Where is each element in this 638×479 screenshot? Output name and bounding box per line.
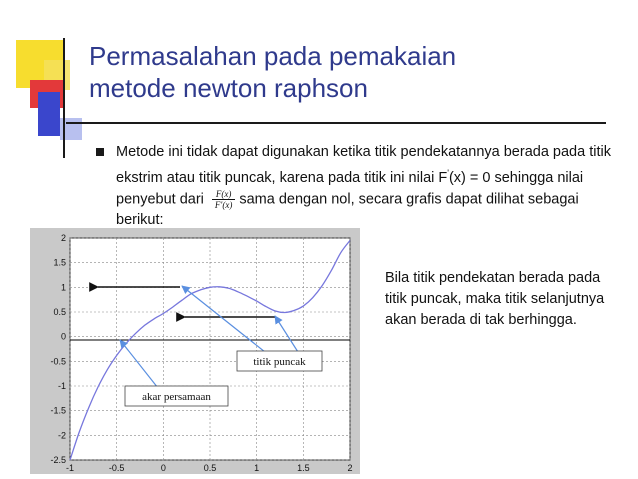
y-tick-label: -1.5 [50, 405, 66, 416]
side-note: Bila titik pendekatan berada pada titik puncak, maka titik selanjutnya akan berada di tak berhingga. [385, 270, 605, 328]
y-tick-label: 2 [60, 233, 66, 243]
y-tick-label: 1 [60, 282, 66, 293]
label-peak: titik puncak [253, 356, 306, 368]
y-tick-label: -1 [57, 381, 66, 391]
label-root: akar persamaan [142, 391, 211, 403]
deco-blue-square [38, 92, 60, 136]
bullet-paragraph [116, 142, 616, 231]
y-tick-label: 0 [60, 331, 66, 342]
bullet-square-icon [96, 148, 104, 156]
bullet-text-part2: (x) = 0 sehingga nilai penyebut dari [116, 169, 584, 208]
newton-raphson-chart [30, 228, 360, 474]
y-tick-label: 0.5 [53, 307, 66, 317]
x-tick-label: -1 [65, 463, 75, 473]
title-line-1: Permasalahan pada pemakaian [89, 41, 457, 71]
slide-title [89, 40, 456, 104]
y-tick-label: -2 [57, 430, 66, 441]
x-tick-label: -0.5 [108, 463, 125, 473]
x-tick-label: 2 [347, 463, 353, 473]
prime-mark: ' [447, 168, 449, 178]
x-tick-label: 0 [160, 463, 166, 473]
fraction-numerator: F(x) [212, 189, 235, 200]
x-tick-label: 1 [254, 463, 260, 473]
deco-vertical-line [63, 38, 65, 158]
bullet-text-part3: sama dengan nol, secara grafis dapat dilihat sebagai berikut: [116, 191, 579, 229]
y-tick-label: -2.5 [50, 455, 66, 465]
y-tick-label: 1.5 [53, 257, 66, 268]
bullet-text-part1: Metode ini tidak dapat digunakan ketika titik pendekatannya berada pada titik ekstrim atau titik puncak, karena pada titik ini nilai F [116, 144, 611, 186]
y-tick-label: -0.5 [50, 356, 66, 367]
fraction-formula [212, 189, 235, 210]
x-tick-label: 1.5 [297, 463, 310, 473]
title-underline [66, 122, 606, 124]
title-line-2: metode newton raphson [89, 73, 368, 103]
x-tick-label: 0.5 [203, 463, 217, 473]
fraction-denominator: F'(x) [214, 199, 233, 210]
